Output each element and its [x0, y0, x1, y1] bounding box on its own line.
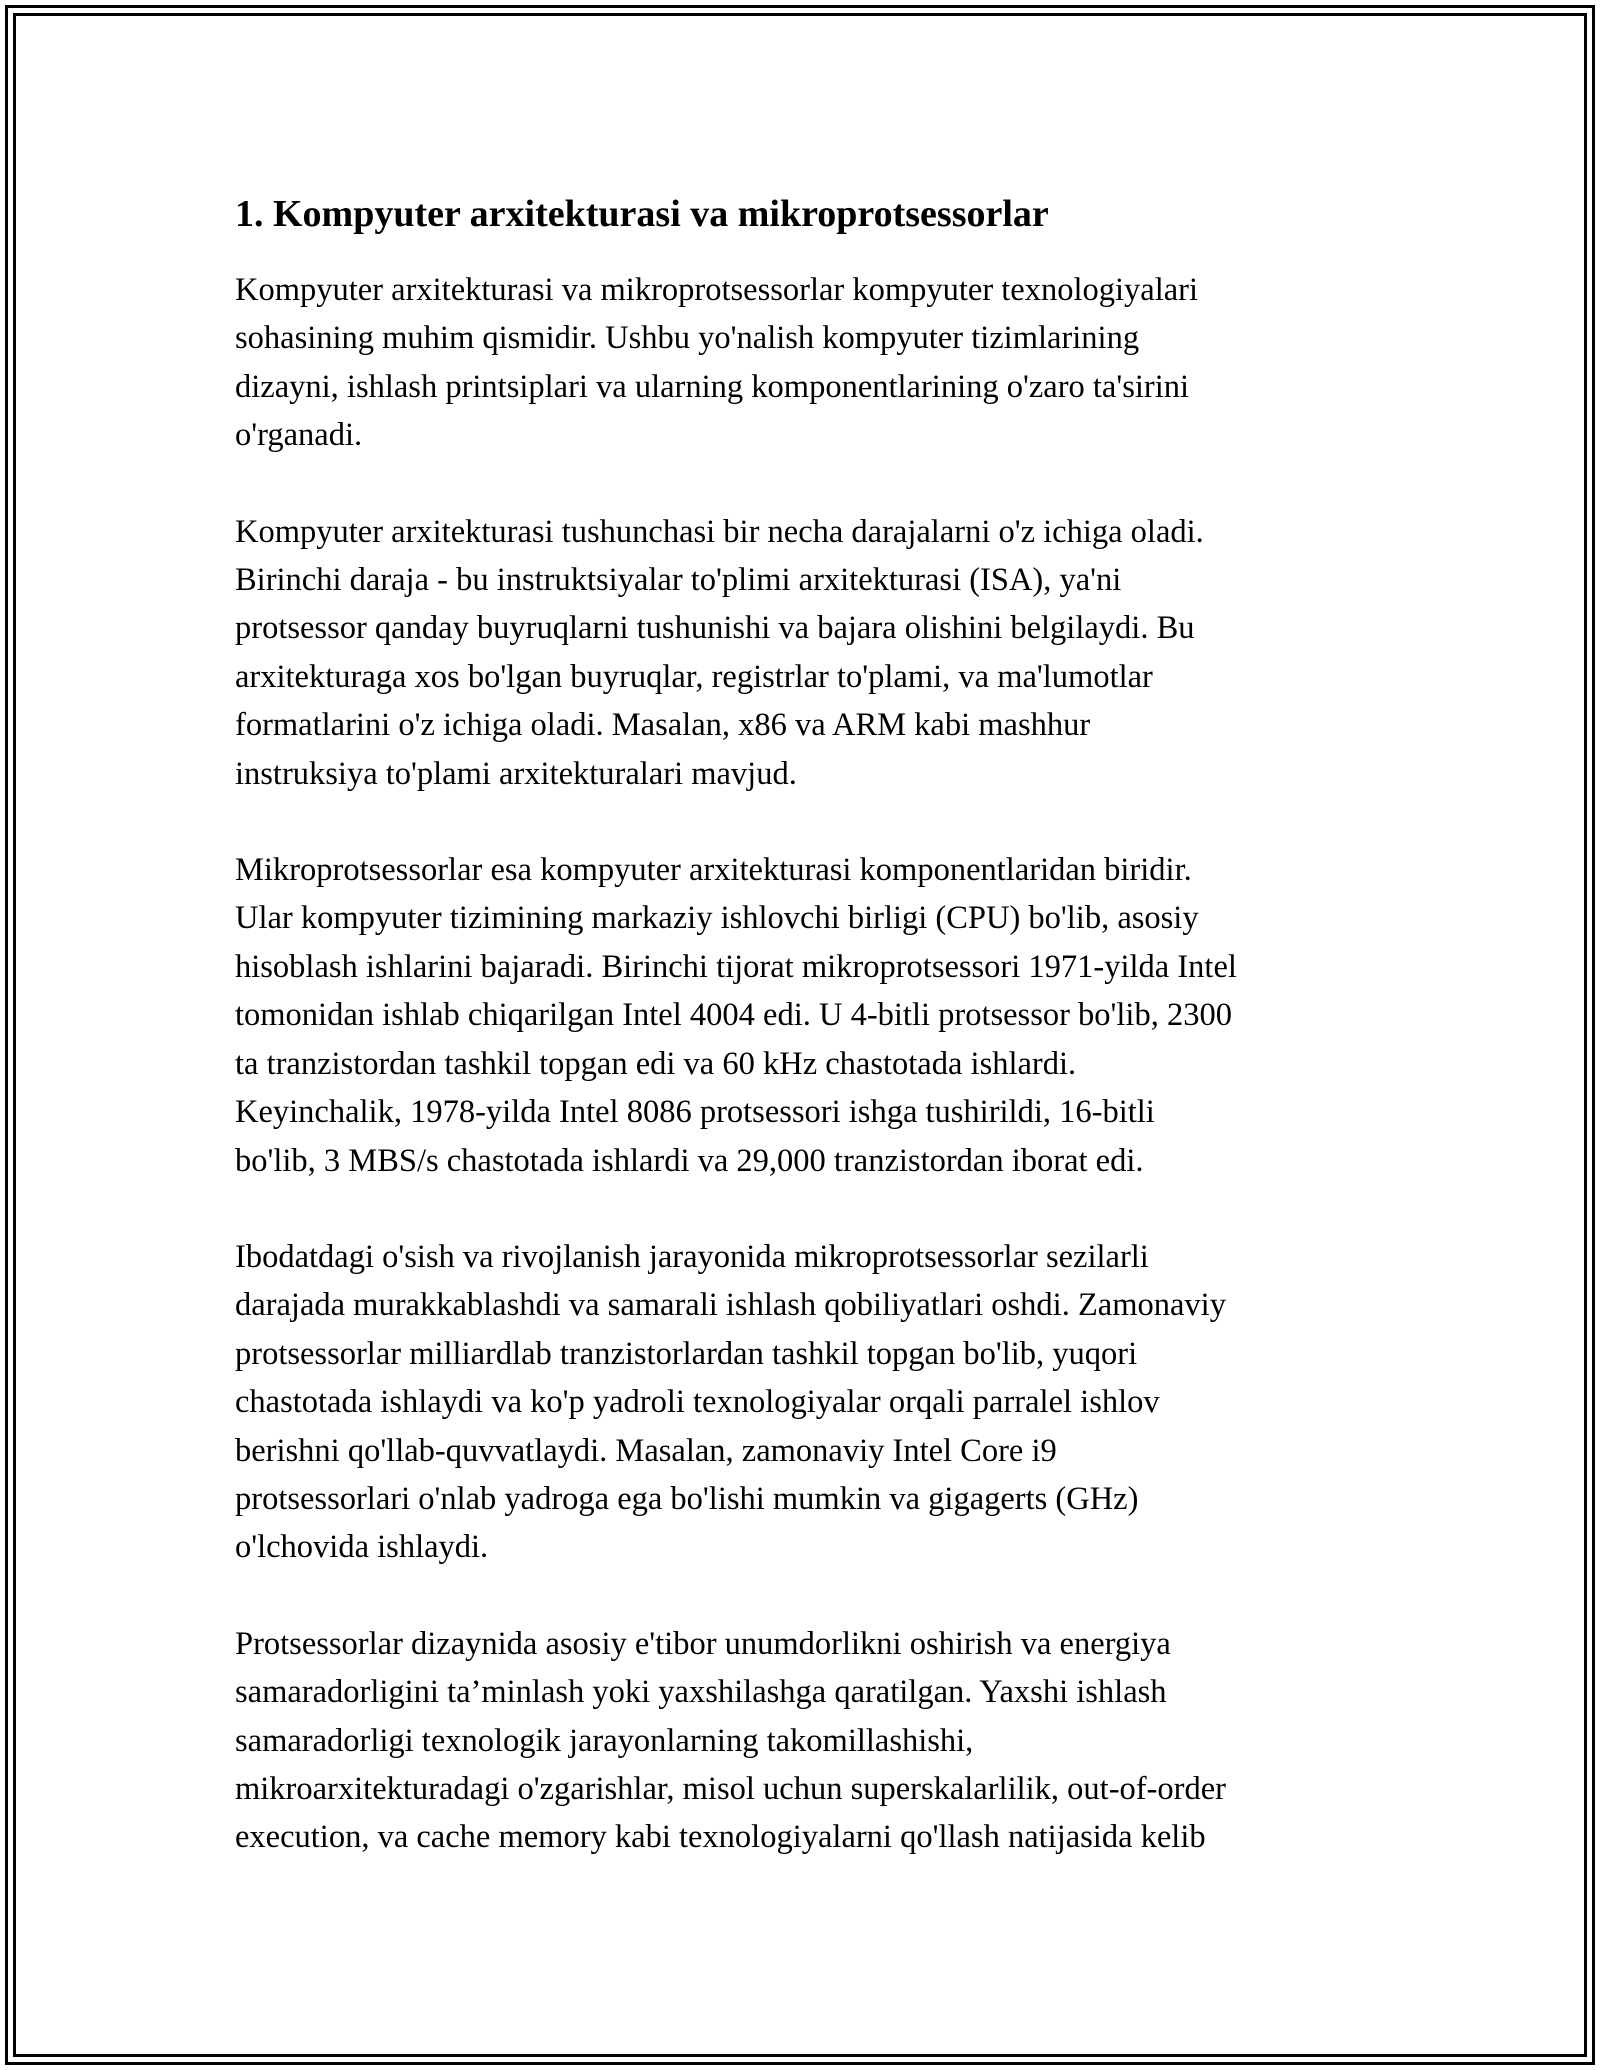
section-title: 1. Kompyuter arxitekturasi va mikroprotsessorlar — [235, 193, 1049, 235]
paragraph-line: arxitekturaga xos bo'lgan buyruqlar, registrlar to'plami, va ma'lumotlar — [235, 658, 1153, 695]
paragraph-line: protsessorlar milliardlab tranzistorlardan tashkil topgan bo'lib, yuqori — [235, 1335, 1138, 1372]
paragraph-line: tomonidan ishlab chiqarilgan Intel 4004 edi. U 4-bitli protsessor bo'lib, 2300 — [235, 997, 1232, 1034]
paragraph-line: berishni qo'llab-quvvatlaydi. Masalan, zamonaviy Intel Core i9 — [235, 1432, 1057, 1469]
paragraph-line: Mikroprotsessorlar esa kompyuter arxitekturasi komponentlaridan biridir. — [235, 852, 1192, 889]
paragraph-line: execution, va cache memory kabi texnologiyalarni qo'llash natijasida kelib — [235, 1819, 1206, 1856]
paragraph-design-focus — [235, 1620, 1375, 1862]
paragraph-line: Ibodatdagi o'sish va rivojlanish jarayonida mikroprotsessorlar sezilarli — [235, 1238, 1149, 1275]
paragraph-line: samaradorligini ta’minlash yoki yaxshilashga qaratilgan. Yaxshi ishlash — [235, 1674, 1167, 1711]
paragraph-line: o'rganadi. — [235, 417, 363, 454]
paragraph-line: Kompyuter arxitekturasi tushunchasi bir necha darajalarni o'z ichiga oladi. — [235, 513, 1204, 550]
paragraph-line: bo'lib, 3 MBS/s chastotada ishlardi va 29,000 tranzistordan iborat edi. — [235, 1142, 1144, 1179]
document-body — [235, 188, 1375, 1910]
paragraph-line: protsessor qanday buyruqlarni tushunishi va bajara olishini belgilaydi. Bu — [235, 610, 1195, 647]
paragraph-line: mikroarxitekturadagi o'zgarishlar, misol uchun superskalarlilik, out-of-order — [235, 1770, 1226, 1807]
paragraph-line: samaradorligi texnologik jarayonlarning takomillashishi, — [235, 1722, 974, 1759]
paragraph-line: darajada murakkablashdi va samarali ishlash qobiliyatlari oshdi. Zamonaviy — [235, 1287, 1226, 1324]
paragraph-line: ta tranzistordan tashkil topgan edi va 60 kHz chastotada ishlardi. — [235, 1045, 1077, 1082]
paragraph-line: chastotada ishlaydi va ko'p yadroli texnologiyalar orqali parralel ishlov — [235, 1384, 1160, 1421]
paragraph-line: protsessorlari o'nlab yadroga ega bo'lishi mumkin va gigagerts (GHz) — [235, 1480, 1139, 1517]
paragraph-line: Keyinchalik, 1978-yilda Intel 8086 protsessori ishga tushirildi, 16-bitli — [235, 1094, 1155, 1131]
paragraph-modern-processors — [235, 1233, 1375, 1572]
paragraph-line: Protsessorlar dizaynida asosiy e'tibor unumdorlikni oshirish va energiya — [235, 1625, 1171, 1662]
paragraph-line: dizayni, ishlash printsiplari va ularning komponentlarining o'zaro ta'sirini — [235, 368, 1190, 405]
paragraph-line: Birinchi daraja - bu instruktsiyalar to'plimi arxitekturasi (ISA), ya'ni — [235, 562, 1122, 599]
paragraph-line: hisoblash ishlarini bajaradi. Birinchi tijorat mikroprotsessori 1971-yilda Intel — [235, 948, 1237, 985]
paragraph-line: Kompyuter arxitekturasi va mikroprotsessorlar kompyuter texnologiyalari — [235, 272, 1199, 308]
paragraph-line: instruksiya to'plami arxitekturalari mavjud. — [235, 755, 797, 792]
paragraph-line: Ular kompyuter tizimining markaziy ishlovchi birligi (CPU) bo'lib, asosiy — [235, 900, 1199, 937]
paragraph-line: formatlarini o'z ichiga oladi. Masalan, x86 va ARM kabi mashhur — [235, 707, 1091, 744]
paragraph-line: o'lchovida ishlaydi. — [235, 1529, 489, 1566]
paragraph-microprocessor-history — [235, 846, 1375, 1185]
paragraph-intro — [235, 266, 1375, 460]
paragraph-line: sohasining muhim qismidir. Ushbu yo'nalish kompyuter tizimlarining — [235, 320, 1140, 357]
paragraph-architecture-levels — [235, 508, 1375, 798]
